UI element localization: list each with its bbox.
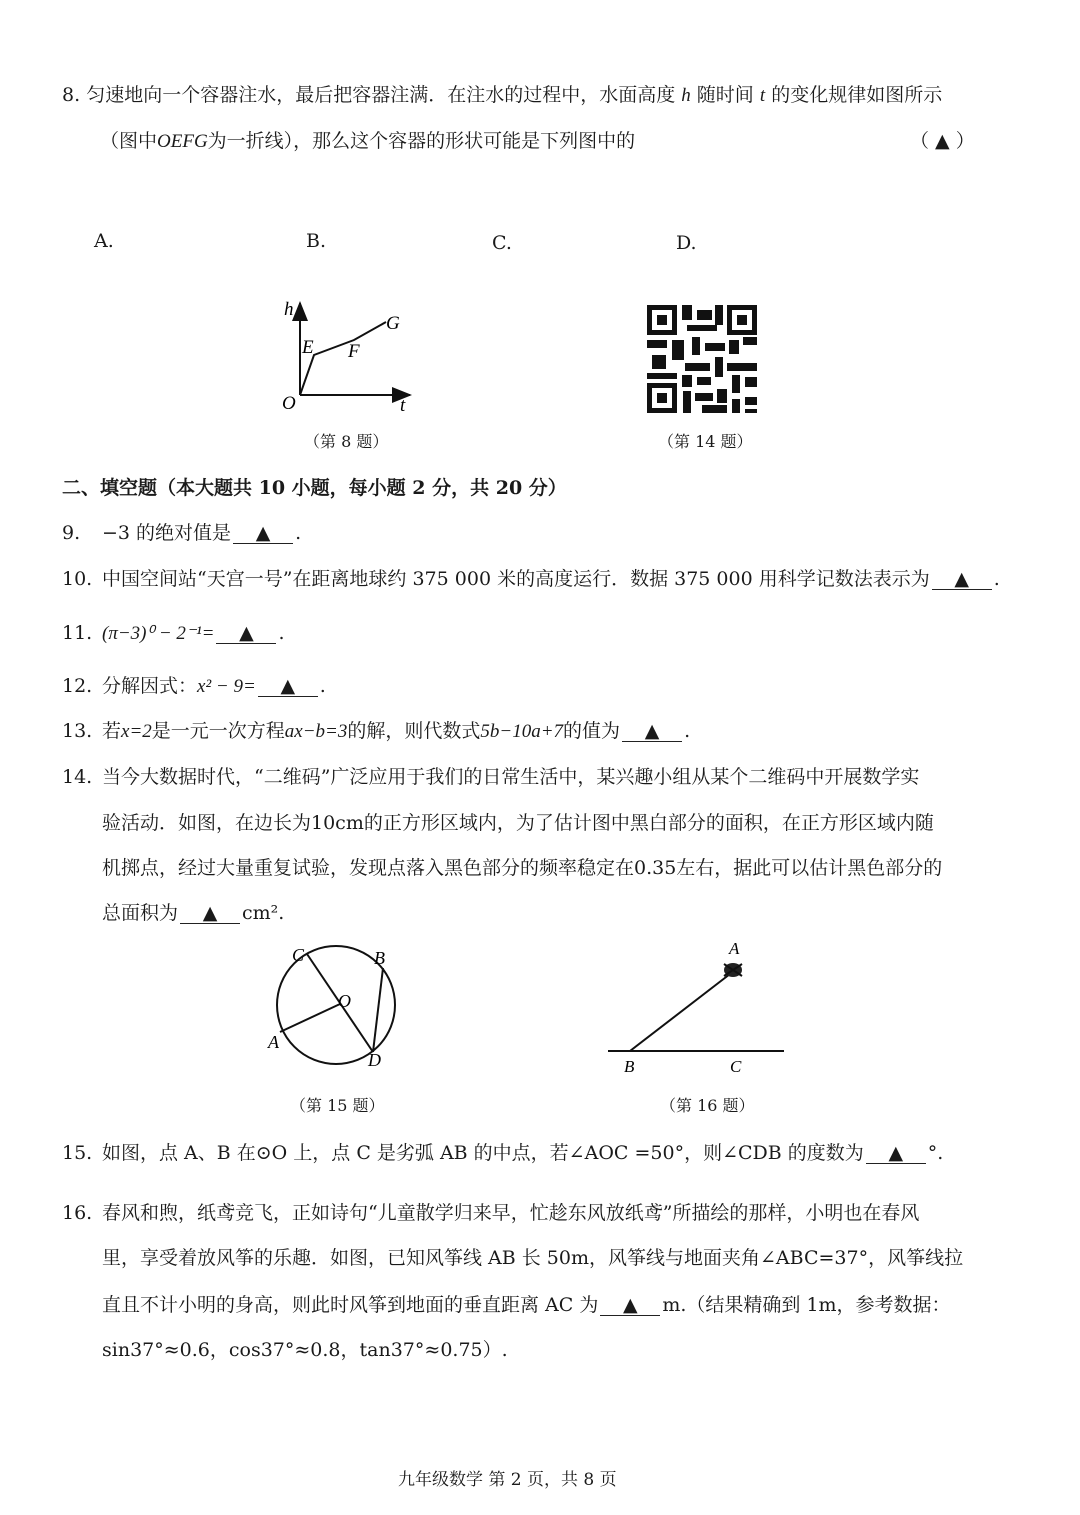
label-o: O (282, 393, 296, 414)
q14-text-4: 总面积为 (102, 902, 179, 924)
q8-line2 (100, 128, 635, 155)
page-footer: 九年级数学 第 2 页，共 8 页 (398, 1470, 617, 1490)
q8-text-1c: 的变化规律如图所示 (771, 84, 943, 106)
q8-container-options (0, 160, 1080, 260)
q14-answer-blank: ▲ (180, 903, 240, 924)
kite-icon (724, 963, 742, 977)
q14-text-1: 当今大数据时代，“二维码”广泛应用于我们的日常生活中，某兴趣小组从某个二维码中开展数学实 (102, 766, 920, 788)
q16-line2: 里，享受着放风筝的乐趣．如图，已知风筝线 AB 长 50m，风筝线与地面夹角∠ABC=37°，风筝线拉 (102, 1247, 964, 1269)
q11-answer-blank: ▲ (216, 623, 276, 644)
label-f: F (348, 341, 360, 362)
label-e: E (302, 337, 314, 358)
q9-answer-blank: ▲ (233, 523, 293, 544)
option-d-label: D. (676, 232, 697, 254)
q10-number: 10. (62, 568, 93, 590)
q14-line2: 验活动．如图，在边长为10cm的正方形区域内，为了估计图中黑白部分的面积，在正方形区域内随 (102, 812, 934, 834)
label-c: C (292, 945, 305, 965)
q8-graph (270, 295, 420, 420)
q16-caption: （第 16 题） (660, 1096, 755, 1115)
q15-answer-blank: ▲ (866, 1143, 926, 1164)
qr-code-image (647, 305, 757, 413)
label-t: t (400, 395, 406, 416)
fig16-kite-diagram (600, 938, 800, 1078)
q8-text-1: 匀速地向一个容器注水，最后把容器注满．在注水的过程中，水面高度 (86, 84, 676, 106)
q8-text-2a: （图中 (100, 130, 158, 152)
label-b: B (624, 1057, 635, 1076)
label-b: B (374, 948, 385, 968)
water-height-polyline (300, 322, 386, 395)
q15-text: 如图，点 A、B 在⊙O 上，点 C 是劣弧 AB 的中点，若∠AOC =50°，则∠CDB 的度数为 (102, 1142, 864, 1164)
q14-line4 (102, 900, 284, 926)
label-d: D (368, 1050, 381, 1070)
q10 (62, 566, 1000, 592)
label-a: A (729, 939, 740, 958)
q13-end: . (684, 720, 691, 742)
q15-end: °. (927, 1142, 944, 1164)
label-c: C (730, 1057, 742, 1076)
q8-number: 8. (62, 84, 81, 106)
q12-answer-blank: ▲ (258, 676, 318, 697)
q13-text-a: 若 (102, 720, 122, 742)
q12-number: 12. (62, 675, 93, 697)
option-b-label: B. (306, 230, 327, 252)
q13-equation: ax−b=3 (284, 721, 348, 742)
q8-line1 (62, 82, 942, 109)
q8-text-1b: 随时间 (696, 84, 754, 106)
q12-text: 分解因式： (102, 675, 198, 697)
q16-answer-blank: ▲ (600, 1295, 660, 1316)
q12-end: . (319, 675, 326, 697)
q9-end: . (295, 522, 302, 544)
q15-number: 15. (62, 1142, 93, 1164)
q15-caption: （第 15 题） (290, 1096, 385, 1115)
q15 (62, 1140, 943, 1166)
q8-oefg: OEFG (157, 131, 208, 152)
radius-ao (280, 1004, 340, 1032)
label-h: h (284, 299, 294, 320)
q13-text-g: 的值为 (563, 720, 621, 742)
q16-line4: sin37°≈0.6，cos37°≈0.8，tan37°≈0.75）. (102, 1339, 508, 1361)
q16-text-3a: 直且不计小明的身高，则此时风筝到地面的垂直距离 AC 为 (102, 1294, 599, 1316)
label-g: G (386, 313, 400, 334)
q10-end: . (993, 568, 1000, 590)
q11-end: . (278, 622, 285, 644)
q16-line3 (102, 1292, 951, 1318)
q13-number: 13. (62, 720, 93, 742)
option-c-label: C. (492, 232, 512, 254)
q14-unit: cm². (242, 902, 285, 924)
label-o: O (338, 991, 351, 1011)
q16-number: 16. (62, 1202, 93, 1224)
option-a-label: A. (94, 230, 114, 252)
q9 (62, 520, 301, 546)
chord-db (373, 968, 383, 1052)
kite-string-ab (630, 974, 730, 1051)
q11-number: 11. (62, 622, 93, 644)
q8-caption: （第 8 题） (304, 432, 389, 451)
q11-expression: (π−3)⁰ − 2⁻¹= (102, 623, 215, 644)
q8-var-h: h (681, 85, 691, 106)
q14-line1 (62, 764, 919, 790)
q14-caption: （第 14 题） (658, 432, 753, 451)
q10-text: 中国空间站“天宫一号”在距离地球约 375 000 米的高度运行．数据 375 000 用科学记数法表示为 (102, 568, 930, 590)
section-2-heading: 二、填空题（本大题共 10 小题，每小题 2 分，共 20 分） (62, 477, 567, 499)
q9-number: 9. (62, 522, 81, 544)
q8-answer-mark: （ ▲ ） (910, 130, 975, 152)
q16-line1 (62, 1200, 919, 1226)
q12 (62, 673, 326, 700)
q8-text-2b: 为一折线），那么这个容器的形状可能是下列图中的 (207, 130, 636, 152)
q9-text: −3 的绝对值是 (102, 522, 232, 544)
q13-text-c: 是一元一次方程 (151, 720, 285, 742)
q10-answer-blank: ▲ (932, 569, 992, 590)
q11 (62, 620, 285, 647)
q13-answer-blank: ▲ (622, 721, 682, 742)
q13-expression: 5b−10a+7 (480, 721, 564, 742)
q13-x-value: x=2 (121, 721, 152, 742)
label-a: A (268, 1032, 279, 1052)
q12-expression: x² − 9= (197, 676, 256, 697)
fig15-circle-diagram (260, 940, 410, 1075)
q8-var-t: t (759, 85, 766, 106)
q13-text-e: 的解，则代数式 (347, 720, 481, 742)
q16-text-3b: m.（结果精确到 1m，参考数据： (662, 1294, 951, 1316)
q16-text-1: 春风和煦，纸鸢竞飞，正如诗句“儿童散学归来早，忙趁东风放纸鸢”所描绘的那样，小明也在春风 (102, 1202, 920, 1224)
q13 (62, 718, 690, 745)
q14-line3: 机掷点，经过大量重复试验，发现点落入黑色部分的频率稳定在0.35左右，据此可以估计黑色部分的 (102, 857, 943, 879)
q14-number: 14. (62, 766, 93, 788)
